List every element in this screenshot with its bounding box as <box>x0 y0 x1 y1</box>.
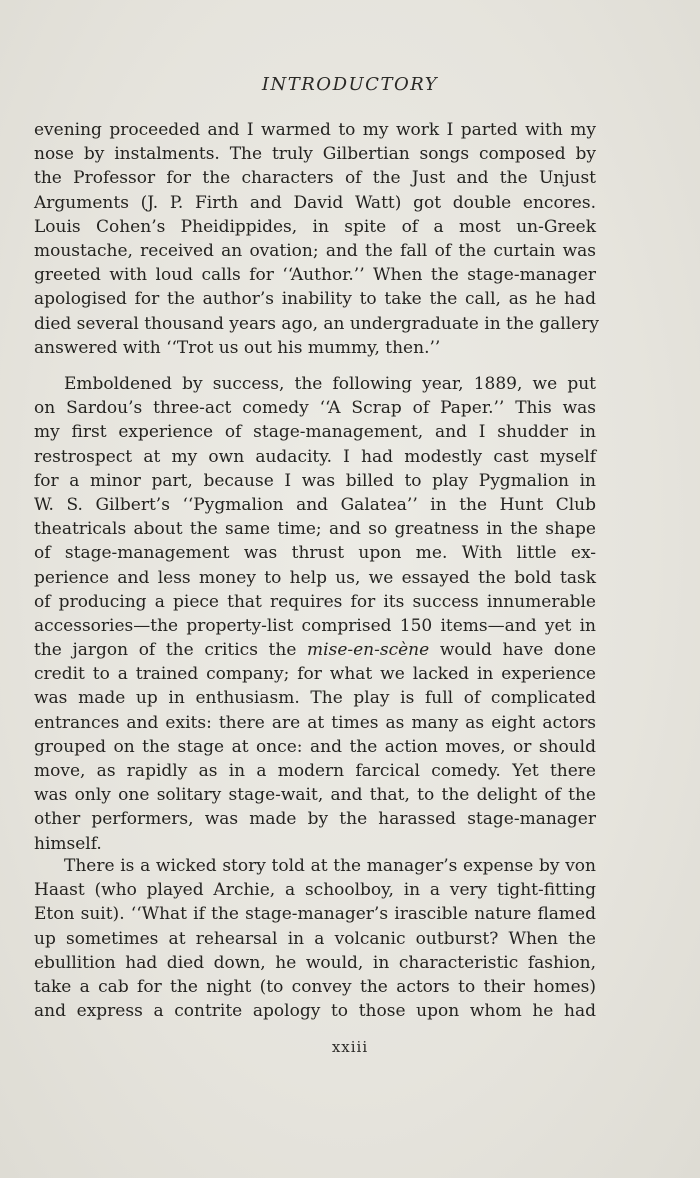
text-line: and express a contrite apology to those upon whom he had <box>34 1001 596 1022</box>
paragraph-1 <box>34 118 599 360</box>
text-line: the jargon of the critics the mise-en-scène would have done <box>34 640 597 661</box>
running-title: INTRODUCTORY <box>261 74 439 95</box>
text-line: ebullition had died down, he would, in characteristic fashion, <box>34 952 596 973</box>
paragraph-3 <box>34 854 596 1023</box>
text-line: evening proceeded and I warmed to my work I parted with my <box>34 120 596 140</box>
text-line: apologised for the author’s inability to take the call, as he had <box>34 289 596 310</box>
text-line: Arguments (J. P. Firth and David Watt) got double encores. <box>34 192 596 213</box>
text-line: himself. <box>34 833 102 854</box>
text-line: Louis Cohen’s Pheidippides, in spite of a most un-Greek <box>34 216 596 237</box>
text-line: the Professor for the characters of the Just and the Unjust <box>34 168 596 189</box>
text-line: credit to a trained company; for what we lacked in experience <box>34 664 596 685</box>
text-line: my first experience of stage-management, and I shudder in <box>34 422 596 443</box>
text-line: was made up in enthusiasm. The play is full of complicated <box>34 688 596 709</box>
text-line: Haast (who played Archie, a schoolboy, in a very tight-fitting <box>34 880 596 901</box>
text-line: up sometimes at rehearsal in a volcanic outburst? When the <box>34 928 596 949</box>
text-line: take a cab for the night (to convey the actors to their homes) <box>34 976 596 997</box>
text-line: greeted with loud calls for ‘‘Author.’’ When the stage-manager <box>34 265 596 286</box>
text-line: for a minor part, because I was billed to play Pygmalion in <box>34 470 596 491</box>
text-line: moustache, received an ovation; and the fall of the curtain was <box>34 240 596 261</box>
text-line: accessories—the property-list comprised 150 items—and yet in <box>34 615 596 636</box>
text-line: grouped on the stage at once: and the action moves, or should <box>34 736 596 757</box>
text-line: died several thousand years ago, an undergraduate in the gallery <box>34 313 599 334</box>
italic-phrase: mise-en-scène <box>307 640 430 661</box>
text-line: perience and less money to help us, we essayed the bold task <box>34 567 596 588</box>
text-line: nose by instalments. The truly Gilbertian songs composed by <box>34 144 596 165</box>
text-line: answered with ‘‘Trot us out his mummy, then.’’ <box>34 337 441 358</box>
text-line: was only one solitary stage-wait, and that, to the delight of the <box>34 785 596 806</box>
text-line: entrances and exits: there are at times as many as eight actors <box>34 712 596 733</box>
text-line: Emboldened by success, the following year, 1889, we put <box>64 374 596 394</box>
text-line: Eton suit). ‘‘What if the stage-manager’s irascible nature flamed <box>34 904 596 925</box>
text-line: theatricals about the same time; and so greatness in the shape <box>34 519 596 540</box>
text-line: of producing a piece that requires for its success innumerable <box>34 591 596 612</box>
text-line: of stage-management was thrust upon me. With little ex- <box>34 543 596 564</box>
paragraph-2 <box>34 372 596 856</box>
text-line: W. S. Gilbert’s ‘‘Pygmalion and Galatea’’ in the Hunt Club <box>34 494 596 515</box>
text-line: other performers, was made by the harassed stage-manager <box>34 809 596 830</box>
text-line: restrospect at my own audacity. I had modestly cast myself <box>34 446 596 467</box>
text-line: There is a wicked story told at the manager’s expense by von <box>64 856 596 876</box>
text-line: move, as rapidly as in a modern farcical comedy. Yet there <box>34 761 596 781</box>
page-number: xxiii <box>331 1038 369 1056</box>
text-line: on Sardou’s three-act comedy ‘‘A Scrap of Paper.’’ This was <box>34 398 596 419</box>
